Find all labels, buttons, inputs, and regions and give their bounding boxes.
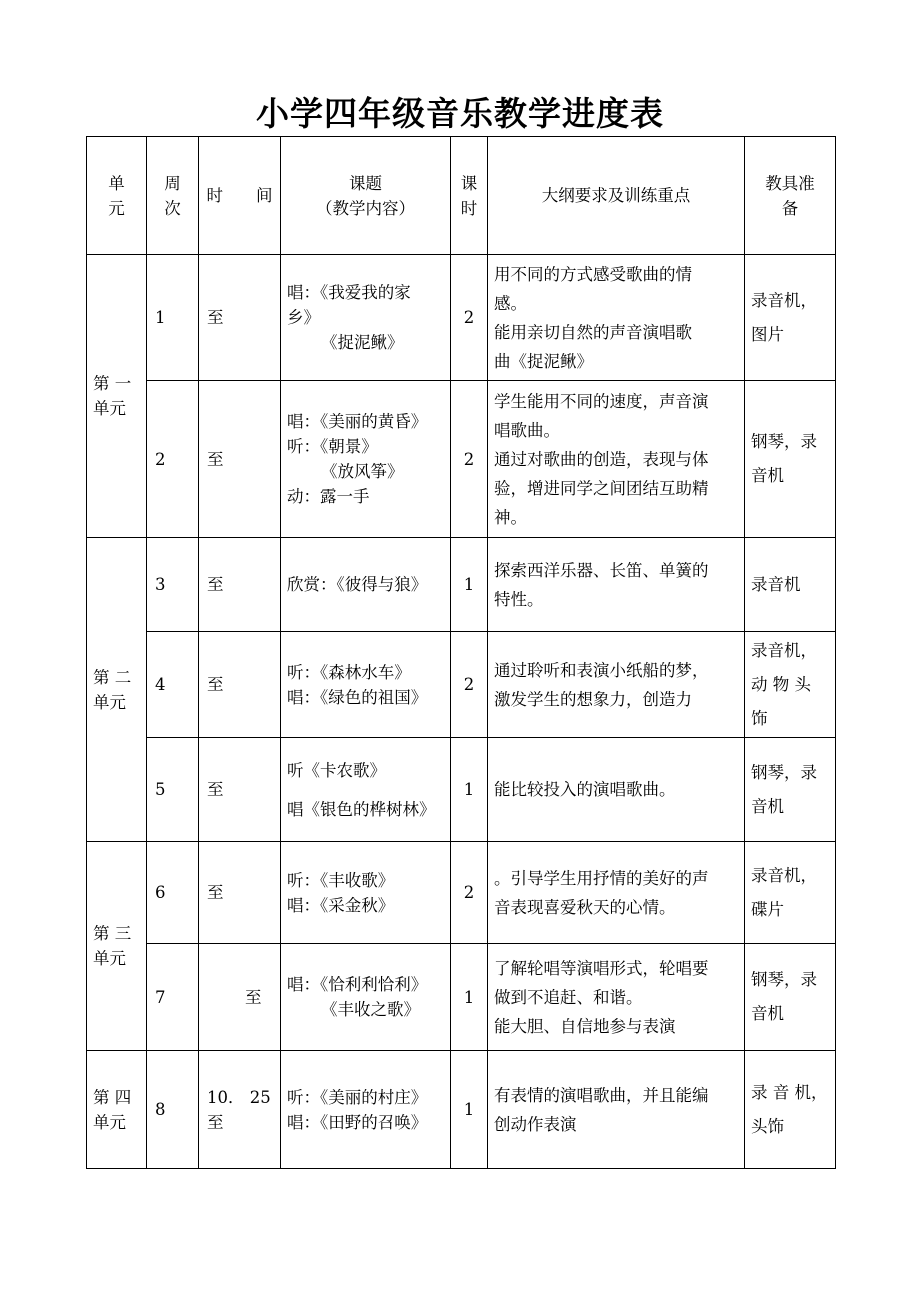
topic-cell	[281, 842, 451, 944]
materials-line: 钢琴，录	[751, 762, 817, 782]
materials-cell	[745, 842, 836, 944]
topic-line: 唱《银色的桦树林》	[287, 799, 436, 819]
req-line: 神。	[494, 507, 527, 527]
materials-line: 录音机，	[751, 290, 817, 310]
materials-line: 音机	[751, 796, 784, 816]
req-line: 能比较投入的演唱歌曲。	[494, 780, 676, 799]
table-row	[87, 738, 836, 842]
table-row	[87, 1051, 836, 1169]
materials-line: 钢琴，录	[751, 970, 817, 989]
materials-line: 饰	[751, 708, 768, 728]
unit-name-line: 第 四	[93, 1087, 132, 1107]
header-unit	[87, 137, 147, 255]
req-line: 了解轮唱等演唱形式，轮唱要	[494, 958, 709, 978]
header-materials-line: 备	[781, 198, 799, 218]
unit-name-line: 第 二	[93, 667, 132, 687]
materials-line: 动 物 头	[751, 674, 811, 694]
header-hours-line: 课	[460, 173, 478, 193]
header-topic-line: 课题	[349, 173, 382, 193]
table-row	[87, 842, 836, 944]
materials-line: 图片	[751, 324, 784, 344]
time-line: 至	[207, 1112, 224, 1132]
header-row	[87, 137, 836, 255]
header-topic	[281, 137, 451, 255]
header-week-line: 周	[164, 173, 181, 193]
req-line: 感。	[494, 293, 527, 313]
unit-cell	[87, 255, 147, 538]
req-line: 能用亲切自然的声音演唱歌	[494, 322, 692, 342]
materials-line: 音机	[751, 466, 784, 485]
materials-line: 录音机，	[751, 640, 817, 660]
header-unit-line: 元	[108, 198, 125, 218]
requirements-cell	[488, 1051, 745, 1169]
topic-cell	[281, 538, 451, 632]
materials-cell	[745, 538, 836, 632]
week-cell: 7	[147, 944, 199, 1051]
unit-name-line: 单元	[93, 399, 126, 418]
hours-cell: 2	[451, 632, 488, 738]
header-week	[147, 137, 199, 255]
req-line: 做到不追赶、和谐。	[494, 987, 643, 1007]
header-week-line: 次	[164, 198, 181, 218]
topic-line: 欣赏：《彼得与狼》	[287, 575, 428, 594]
hours-cell: 1	[451, 1051, 488, 1169]
time-cell: 至	[199, 944, 281, 1051]
unit-cell	[87, 1051, 147, 1169]
topic-line: 唱：《恰利利恰利》	[287, 975, 428, 994]
time-cell: 至	[199, 381, 281, 538]
week-cell: 5	[147, 738, 199, 842]
req-line: 有表情的演唱歌曲，并且能编	[494, 1085, 709, 1105]
unit-name-line: 单元	[93, 949, 126, 968]
schedule-table	[86, 136, 836, 1169]
topic-line: 听：《森林水车》	[287, 662, 411, 682]
page-title: 小学四年级音乐教学进度表	[256, 94, 664, 133]
topic-cell	[281, 738, 451, 842]
hours-cell: 1	[451, 738, 488, 842]
table-row	[87, 381, 836, 538]
header-hours-line: 时	[460, 198, 478, 218]
unit-name-line: 第 一	[93, 374, 132, 393]
week-cell: 6	[147, 842, 199, 944]
topic-line: 听《卡农歌》	[287, 760, 386, 780]
topic-line: 动：露一手	[287, 487, 370, 506]
req-line: 创动作表演	[494, 1114, 577, 1134]
header-materials	[745, 137, 836, 255]
time-cell: 至	[199, 738, 281, 842]
topic-line: 听：《朝景》	[287, 437, 378, 456]
materials-line: 录音机	[751, 574, 801, 594]
table-row	[87, 538, 836, 632]
header-requirements: 大纲要求及训练重点	[488, 137, 745, 255]
topic-line: 唱：《美丽的黄昏》	[287, 412, 428, 431]
materials-line: 录 音 机，	[751, 1082, 828, 1102]
materials-line: 音机	[751, 1004, 784, 1023]
topic-line: 听：《美丽的村庄》	[287, 1087, 428, 1107]
req-line: 用不同的方式感受歌曲的情	[494, 264, 692, 284]
header-topic-line: （教学内容）	[316, 198, 415, 218]
requirements-cell	[488, 538, 745, 632]
week-cell: 4	[147, 632, 199, 738]
header-hours	[451, 137, 488, 255]
requirements-cell	[488, 381, 745, 538]
week-cell: 3	[147, 538, 199, 632]
week-cell: 1	[147, 255, 199, 381]
time-cell	[199, 1051, 281, 1169]
header-unit-line: 单	[108, 173, 125, 193]
req-line: 通过对歌曲的创造，表现与体	[494, 449, 709, 469]
materials-line: 录音机，	[751, 865, 817, 885]
req-line: 。引导学生用抒情的美好的声	[494, 868, 709, 888]
unit-cell	[87, 538, 147, 842]
req-line: 通过聆听和表演小纸船的梦，	[494, 660, 709, 680]
header-materials-line: 教具准	[765, 173, 815, 193]
materials-cell	[745, 255, 836, 381]
topic-line: 《丰收之歌》	[321, 1000, 420, 1019]
requirements-cell	[488, 944, 745, 1051]
requirements-cell	[488, 632, 745, 738]
req-line: 能大胆、自信地参与表演	[494, 1016, 676, 1036]
req-line: 唱歌曲。	[494, 420, 560, 440]
table-row	[87, 944, 836, 1051]
topic-cell	[281, 944, 451, 1051]
hours-cell: 1	[451, 944, 488, 1051]
req-line: 学生能用不同的速度，声音演	[494, 391, 709, 411]
materials-line: 碟片	[751, 899, 784, 919]
req-line: 验，增进同学之间团结互助精	[494, 478, 709, 498]
topic-cell	[281, 381, 451, 538]
materials-cell	[745, 1051, 836, 1169]
materials-cell	[745, 738, 836, 842]
header-time: 时 间	[199, 137, 281, 255]
materials-line: 头饰	[751, 1116, 784, 1136]
materials-line: 钢琴，录	[751, 432, 817, 451]
req-line: 探索西洋乐器、长笛、单簧的	[494, 560, 709, 580]
topic-cell	[281, 1051, 451, 1169]
topic-line: 乡》	[287, 308, 320, 327]
topic-cell	[281, 255, 451, 381]
topic-cell	[281, 632, 451, 738]
hours-cell: 2	[451, 255, 488, 381]
week-cell: 2	[147, 381, 199, 538]
week-cell: 8	[147, 1051, 199, 1169]
hours-cell: 1	[451, 538, 488, 632]
materials-cell	[745, 632, 836, 738]
topic-line: 唱：《我爱我的家	[287, 283, 411, 302]
unit-cell	[87, 842, 147, 1051]
requirements-cell	[488, 738, 745, 842]
requirements-cell	[488, 842, 745, 944]
topic-line: 《放风筝》	[321, 462, 404, 481]
req-line: 特性。	[494, 589, 544, 609]
table-row	[87, 632, 836, 738]
topic-line: 唱：《田野的召唤》	[287, 1112, 428, 1132]
req-line: 音表现喜爱秋天的心情。	[494, 897, 676, 917]
unit-name-line: 第 三	[93, 924, 132, 943]
topic-line: 《捉泥鳅》	[321, 333, 404, 352]
requirements-cell	[488, 255, 745, 381]
unit-name-line: 单元	[93, 1112, 126, 1132]
topic-line: 听：《丰收歌》	[287, 870, 395, 890]
req-line: 激发学生的想象力，创造力	[494, 689, 692, 709]
hours-cell: 2	[451, 842, 488, 944]
topic-line: 唱：《绿色的祖国》	[287, 687, 428, 707]
table-row	[87, 255, 836, 381]
req-line: 曲《捉泥鳅》	[494, 351, 593, 371]
hours-cell: 2	[451, 381, 488, 538]
topic-line: 唱：《采金秋》	[287, 895, 395, 915]
time-cell: 至	[199, 842, 281, 944]
time-line: 10． 25	[207, 1087, 271, 1107]
unit-name-line: 单元	[93, 692, 126, 712]
time-cell: 至	[199, 255, 281, 381]
time-cell: 至	[199, 538, 281, 632]
time-cell: 至	[199, 632, 281, 738]
materials-cell	[745, 944, 836, 1051]
materials-cell	[745, 381, 836, 538]
